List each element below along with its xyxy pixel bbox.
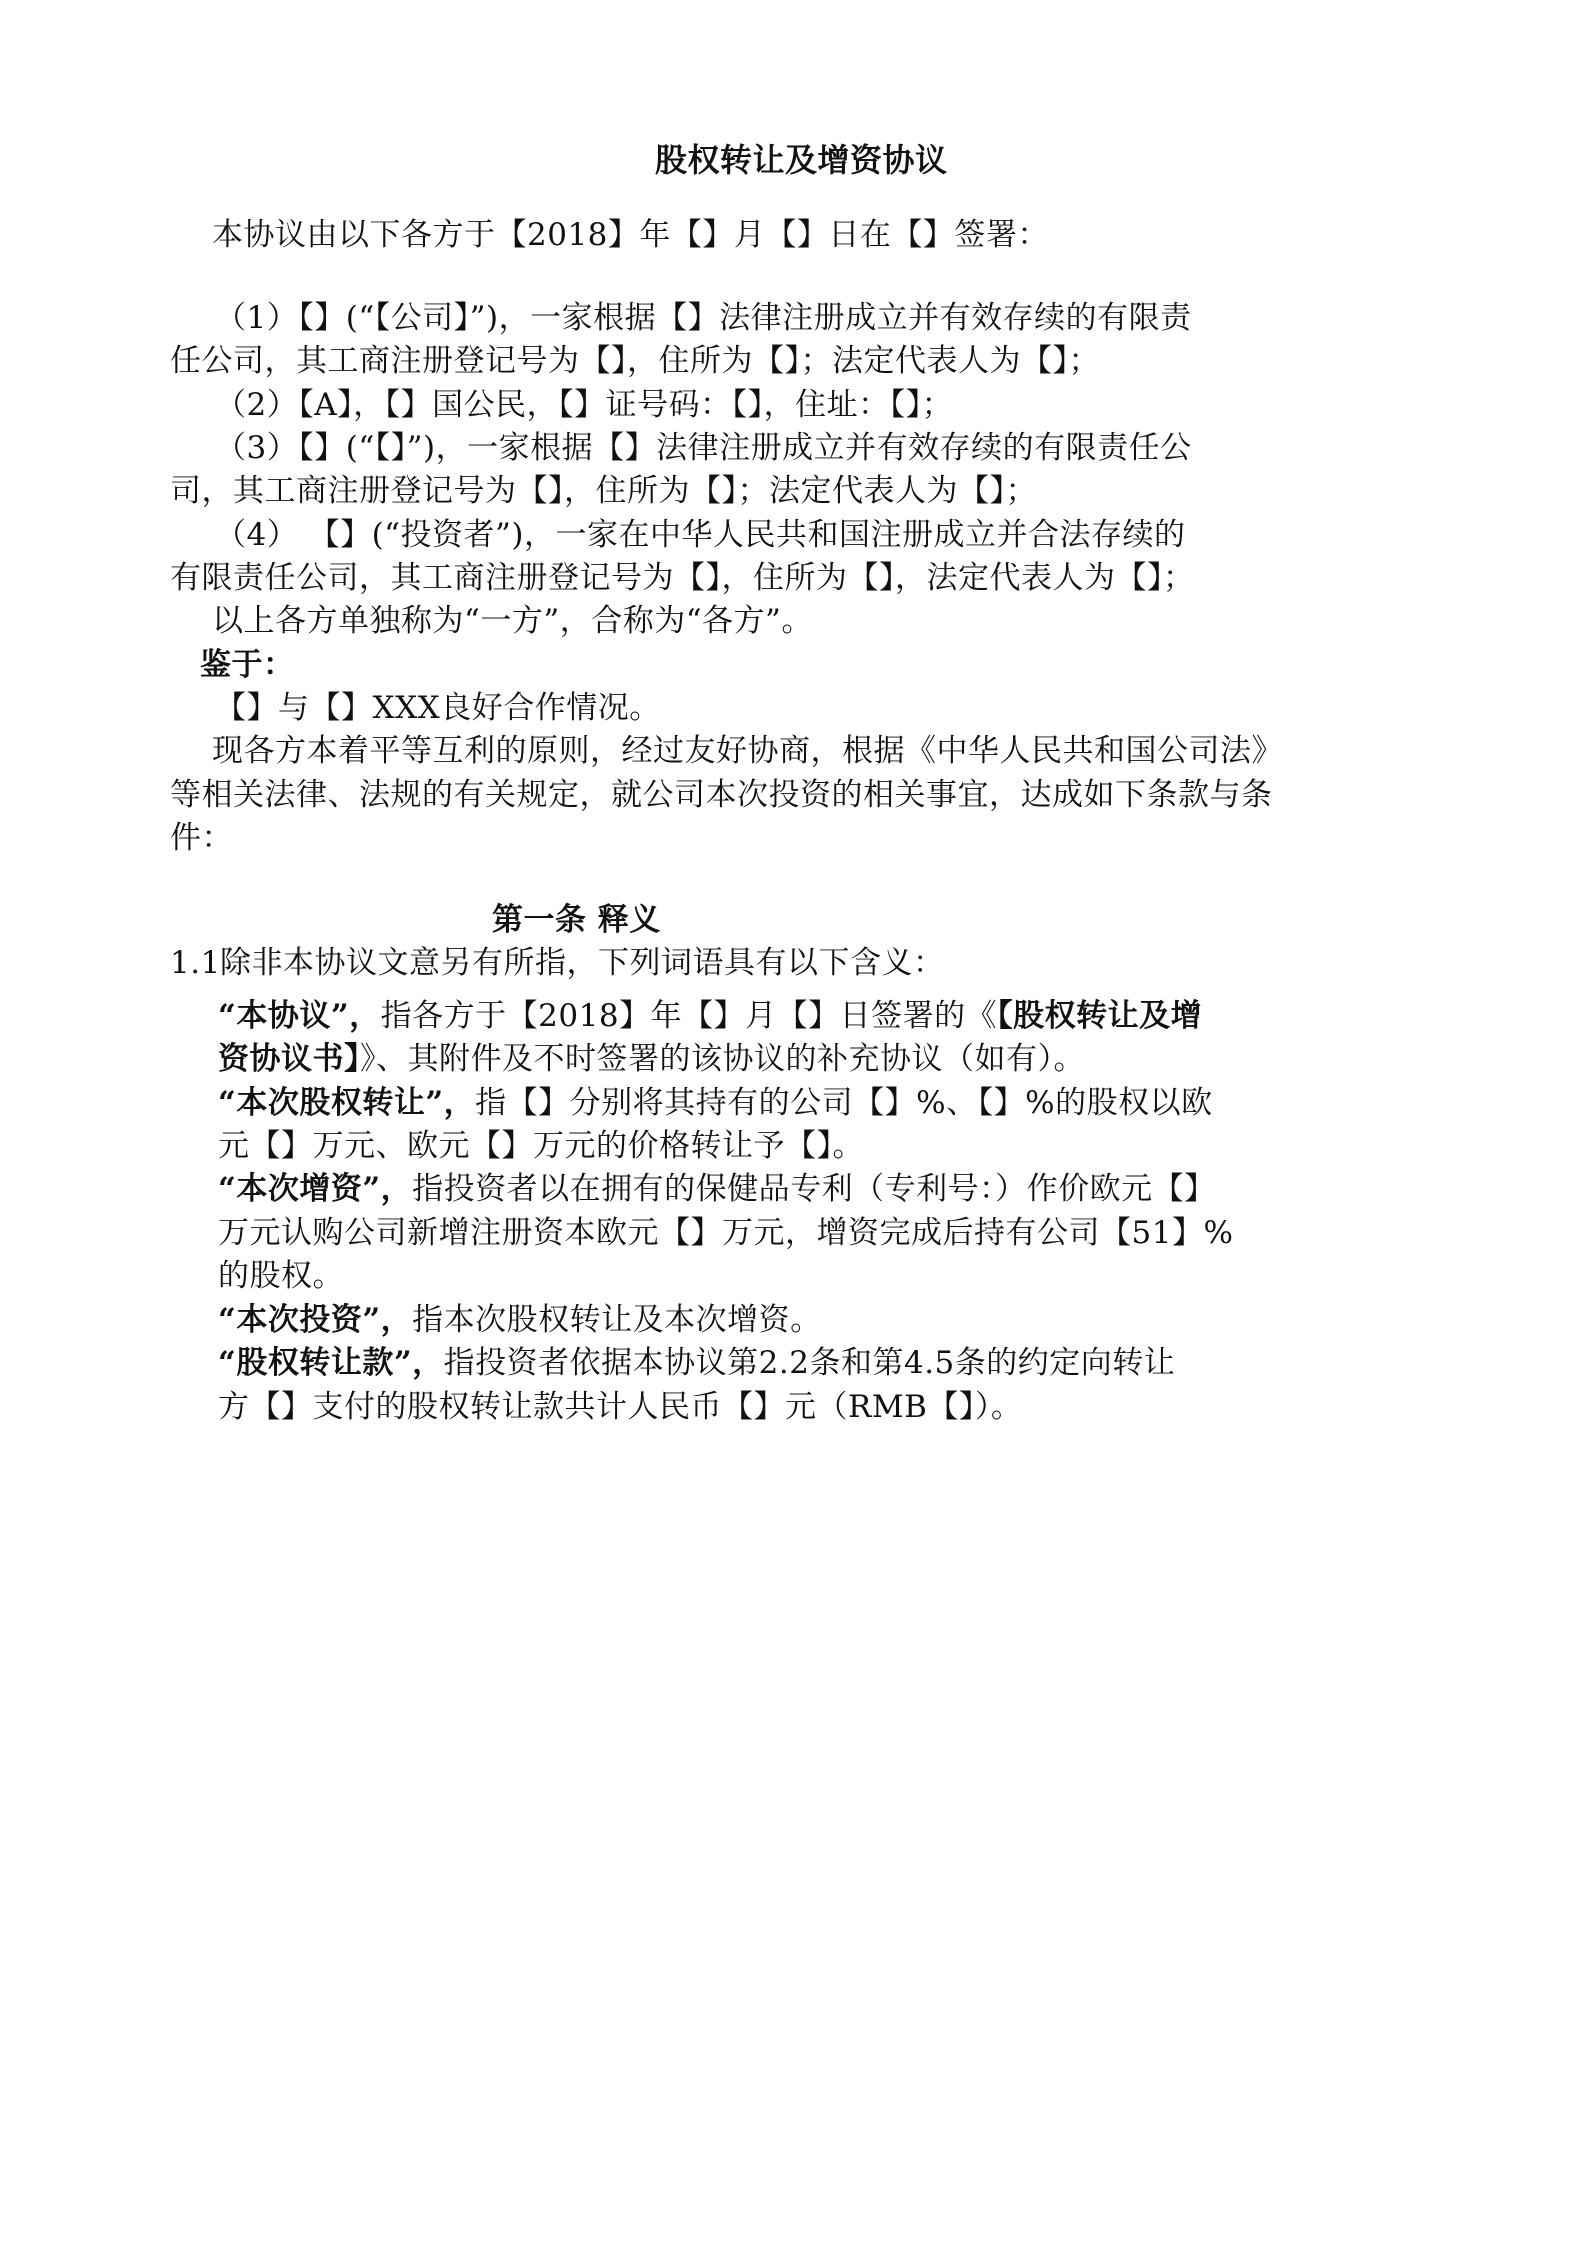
clause-number: 1.1 (170, 945, 221, 981)
definition-text: 指本次股权转让及本次增资。 (412, 1302, 822, 1338)
definition-term: “本次投资”， (218, 1302, 413, 1338)
definition-equity-transfer-line-1 (218, 1083, 1213, 1123)
party-3-line-1: （3）【】(“【】”)，一家根据【】法律注册成立并有效存续的有限责任公 (215, 430, 1192, 466)
party-1-line-2: 任公司，其工商注册登记号为【】，住所为【】；法定代表人为【】； (170, 343, 1100, 379)
definition-capital-increase-line-3: 的股权。 (218, 1258, 344, 1294)
definition-capital-increase-line-2: 万元认购公司新增注册资本欧元【】万元，增资完成后持有公司【51】% (218, 1215, 1234, 1251)
definition-term: “本次增资”， (218, 1171, 413, 1207)
definition-text-bold: 【股权转让及增 (997, 998, 1203, 1034)
preamble-line-2: 等相关法律、法规的有关规定，就公司本次投资的相关事宜，达成如下条款与条 (170, 777, 1273, 813)
party-3-line-2: 司，其工商注册登记号为【】，住所为【】；法定代表人为【】； (170, 473, 1037, 509)
definition-agreement-line-1 (218, 996, 1202, 1036)
whereas-heading: 鉴于： (200, 647, 295, 683)
definition-investment-line-1 (218, 1300, 822, 1340)
party-1-line-1: （1）【】(“【公司】”)，一家根据【】法律注册成立并有效存续的有限责 (215, 300, 1192, 336)
party-4-line-1: （4） 【】(“投资者”)，一家在中华人民共和国注册成立并合法存续的 (215, 517, 1186, 553)
collective-naming: 以上各方单独称为“一方”，合称为“各方”。 (212, 603, 813, 639)
definition-text: 指各方于【2018】年【】月【】日签署的《 (380, 998, 998, 1034)
whereas-item: 【】与【】XXX良好合作情况。 (215, 690, 661, 726)
definition-equity-transfer-line-2: 元【】万元、欧元【】万元的价格转让予【】。 (218, 1128, 864, 1164)
clause-text: 除非本协议文意另有所指，下列词语具有以下含义： (220, 945, 945, 981)
definition-transfer-price-line-1 (218, 1343, 1175, 1383)
definition-capital-increase-line-1 (218, 1169, 1216, 1209)
document-title: 股权转让及增资协议 (655, 141, 948, 179)
definition-text: 指【】分别将其持有的公司【】%、【】%的股权以欧 (475, 1085, 1213, 1121)
definition-transfer-price-line-2: 方【】支付的股权转让款共计人民币【】元（RMB【】）。 (218, 1389, 1023, 1425)
definition-term: “本次股权转让”， (218, 1085, 476, 1121)
definition-term: “股权转让款”， (218, 1345, 444, 1381)
preamble-line-1: 现各方本着平等互利的原则，经过友好协商，根据《中华人民共和国公司法》 (212, 733, 1283, 769)
definition-text: 指投资者以在拥有的保健品专利（专利号：）作价欧元【】 (412, 1171, 1216, 1207)
definition-text-bold: 资协议书】 (218, 1041, 360, 1077)
definition-agreement-line-2 (218, 1039, 1085, 1079)
party-4-line-2: 有限责任公司，其工商注册登记号为【】，住所为【】，法定代表人为【】； (170, 560, 1195, 596)
definition-text: 》、其附件及不时签署的该协议的补充协议（如有）。 (360, 1041, 1085, 1077)
intro-paragraph: 本协议由以下各方于【2018】年【】月【】日在【】签署： (212, 217, 1049, 253)
preamble-line-3: 件： (170, 820, 233, 856)
article-1-heading: 第一条 释义 (492, 902, 661, 938)
definition-text: 指投资者依据本协议第2.2条和第4.5条的约定向转让 (443, 1345, 1176, 1381)
definition-term: “本协议”， (218, 998, 381, 1034)
party-2: （2）【A】，【】国公民，【】证号码：【】，住址：【】； (215, 387, 954, 423)
